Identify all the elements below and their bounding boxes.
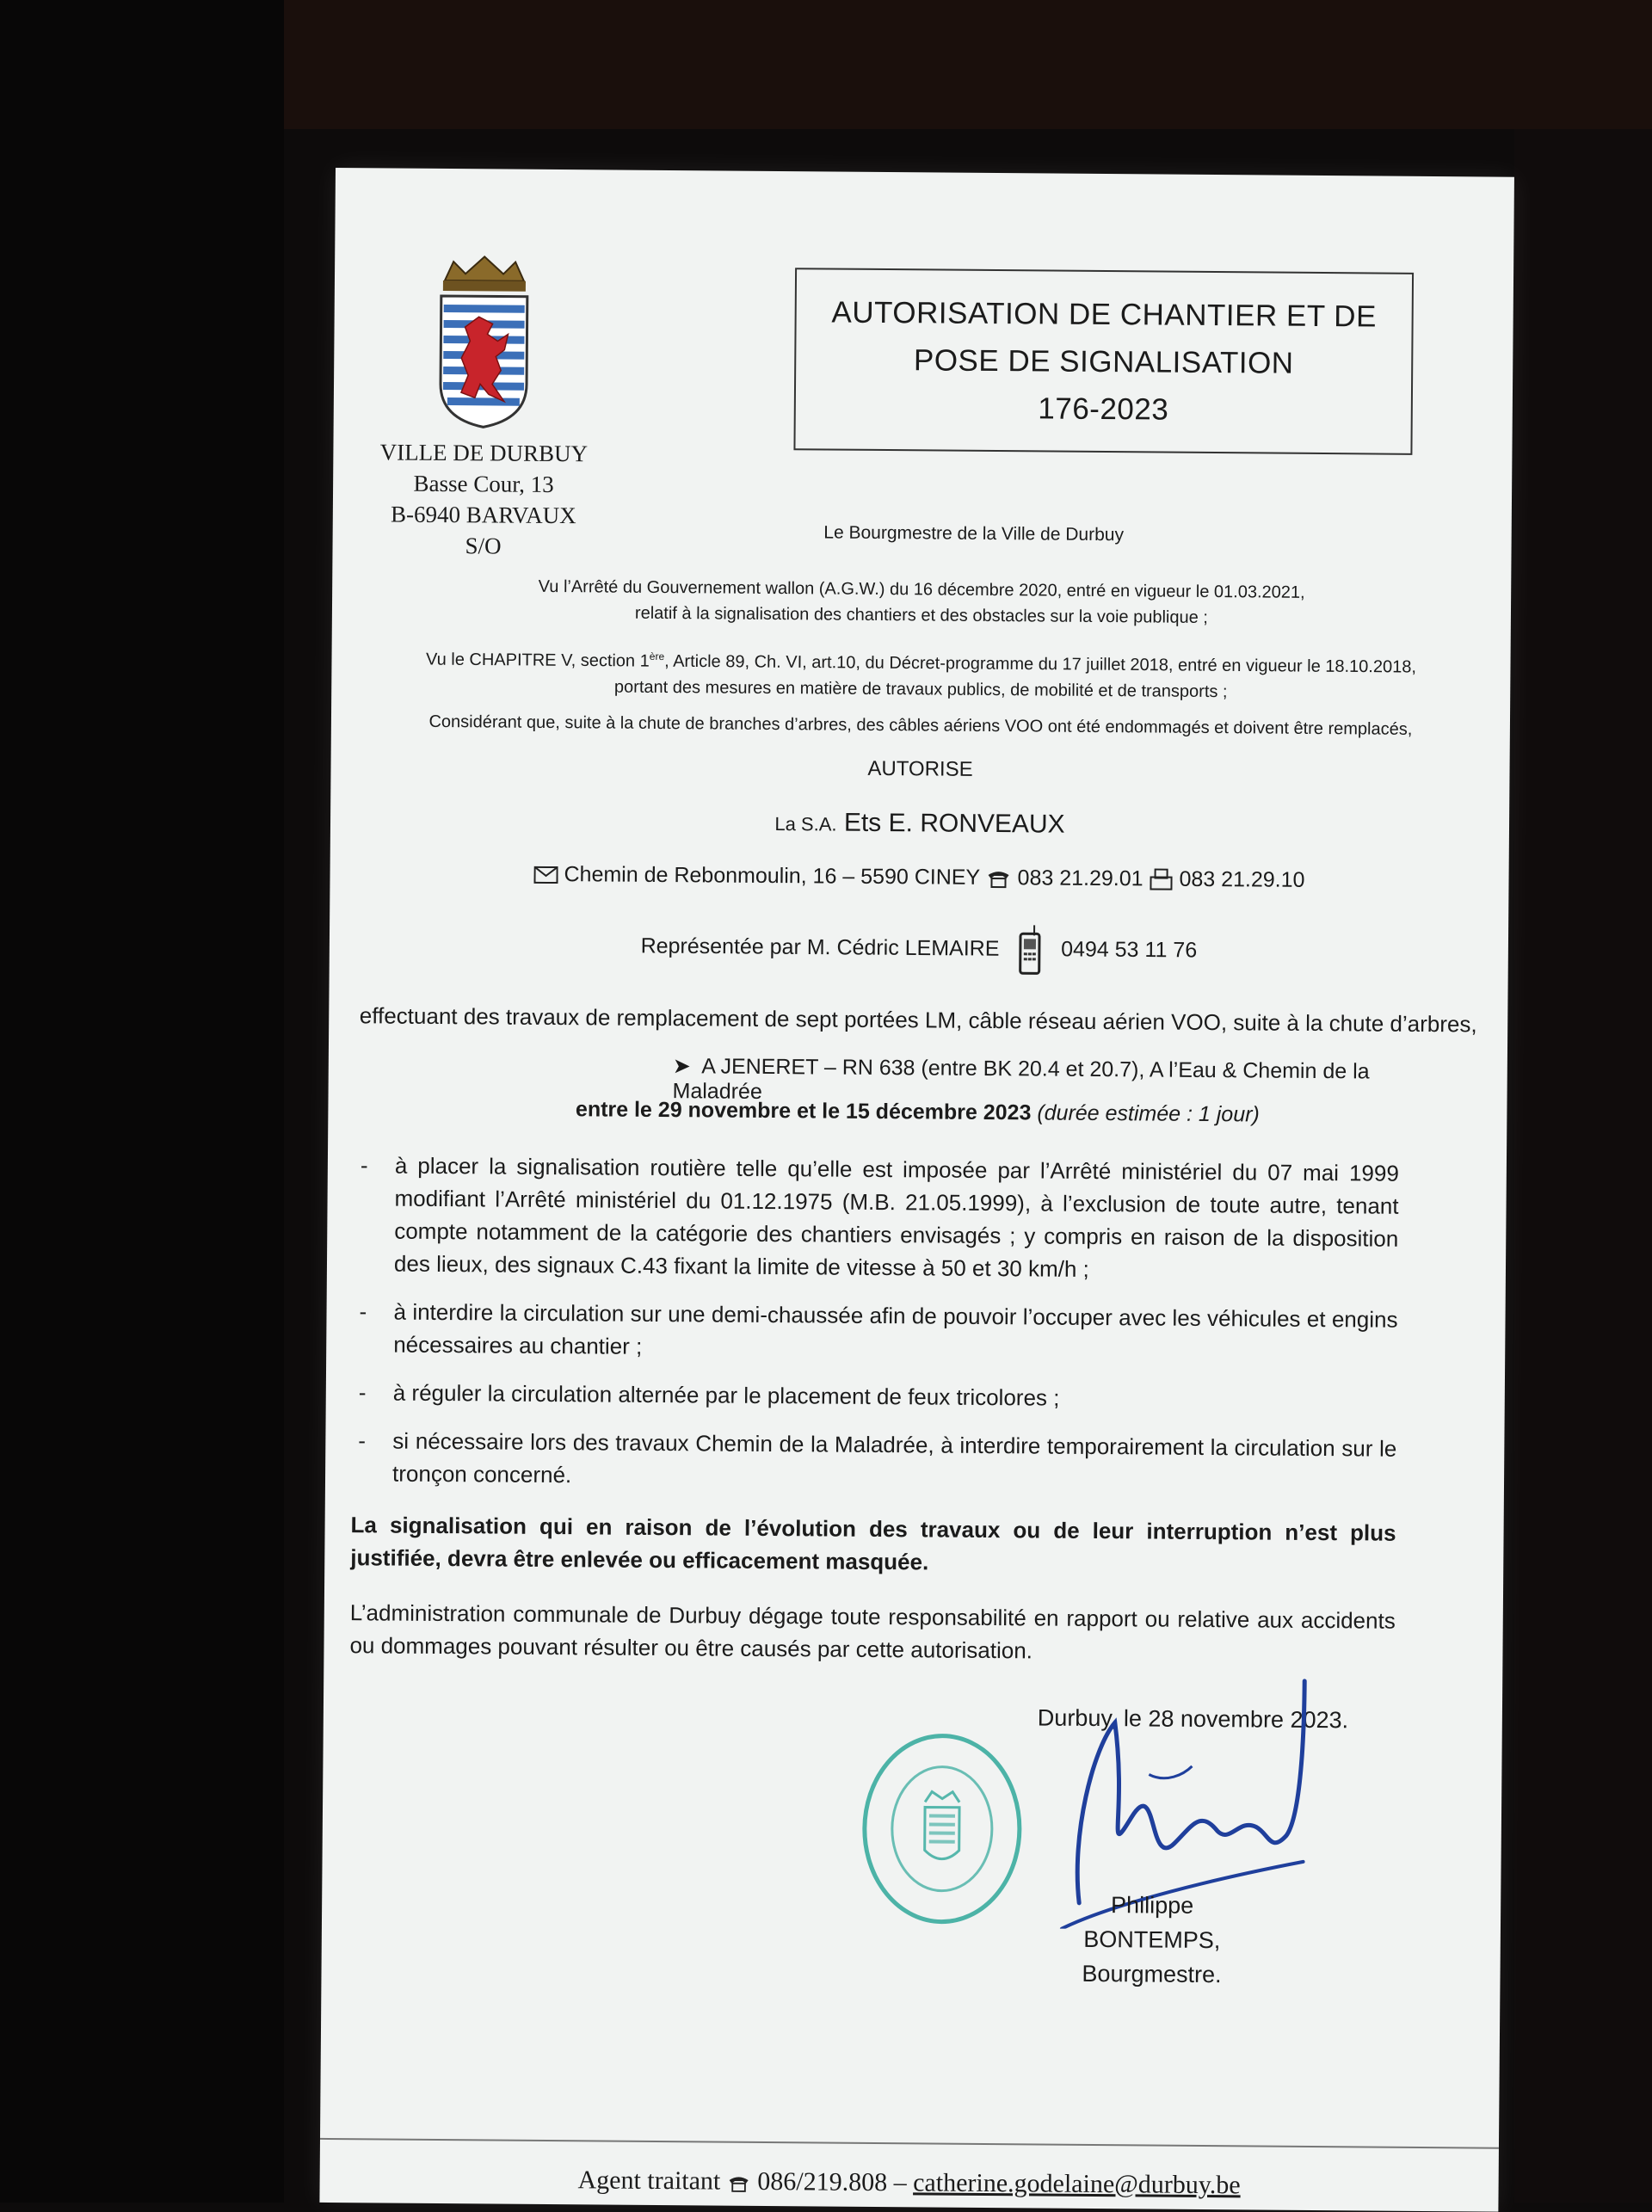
vu1-line-2: relatif à la signalisation des chantiers et des obstacles sur la voie publique ; bbox=[332, 598, 1511, 633]
signer-block bbox=[1048, 1888, 1255, 1993]
location-text: A JENERET – RN 638 (entre BK 20.4 et 20.7), A l’Eau & Chemin de la Maladrée bbox=[672, 1054, 1369, 1104]
signalisation-warning: La signalisation qui en raison de l’évolution des travaux ou de leur interruption n’est plus justifiée, devra être enlevée ou efficacement masquée. bbox=[350, 1508, 1396, 1582]
telephone-icon bbox=[727, 2174, 751, 2193]
title-line-2: POSE DE SIGNALISATION bbox=[914, 336, 1294, 386]
vu2-line-1-a: Vu le CHAPITRE V, section 1 bbox=[426, 650, 650, 670]
arrow-bullet-icon: ➤ bbox=[673, 1054, 691, 1078]
signer-role: Bourgmestre. bbox=[1048, 1956, 1254, 1993]
envelope-icon bbox=[534, 865, 558, 885]
company-fax: 083 21.29.10 bbox=[1179, 867, 1304, 892]
city-postal: B-6940 BARVAUX S/O bbox=[375, 498, 591, 562]
city-name: VILLE DE DURBUY bbox=[376, 436, 591, 469]
company-address-line bbox=[330, 860, 1508, 895]
vu-paragraph-2 bbox=[331, 641, 1510, 706]
municipal-stamp-icon bbox=[855, 1729, 1029, 1929]
list-item bbox=[352, 1295, 1398, 1369]
company-phone: 083 21.29.01 bbox=[1018, 866, 1143, 890]
considerant-paragraph: Considérant que, suite à la chute de branches d’arbres, des câbles aériens VOO ont été endommagés et doivent être remplacés, bbox=[331, 712, 1510, 741]
vu2-line-1-b: , Article 89, Ch. VI, art.10, du Décret-programme du 17 juillet 2018, entré en vigueur le 18.10.2018, bbox=[664, 652, 1416, 677]
document-sheet bbox=[319, 168, 1514, 2212]
background-left bbox=[0, 0, 284, 2203]
footer-label: Agent traitant bbox=[577, 2166, 720, 2195]
list-item bbox=[351, 1424, 1397, 1498]
list-item bbox=[352, 1376, 1397, 1417]
footer-phone: 086/219.808 – bbox=[757, 2167, 907, 2197]
coat-of-arms-icon bbox=[435, 255, 533, 432]
vu1-line-1: Vu l’Arrêté du Gouvernement wallon (A.G.W.) du 16 décembre 2020, entré en vigueur le 01.03.2021, bbox=[332, 572, 1511, 607]
letterhead bbox=[375, 436, 591, 562]
title-number: 176-2023 bbox=[1038, 385, 1168, 433]
bullet-dash: - bbox=[358, 1424, 366, 1457]
autorise-heading: AUTORISE bbox=[330, 753, 1509, 786]
bullet-dash: - bbox=[359, 1376, 367, 1408]
signer-name: Philippe BONTEMPS, bbox=[1049, 1888, 1256, 1958]
telephone-icon bbox=[986, 868, 1012, 889]
title-line-1: AUTORISATION DE CHANTIER ET DE bbox=[831, 288, 1377, 340]
footer-contact bbox=[320, 2164, 1499, 2203]
fax-icon bbox=[1149, 869, 1173, 891]
mobile-phone-icon bbox=[1017, 923, 1043, 977]
background-top bbox=[284, 0, 1652, 129]
dates-range: entre le 29 novembre et le 15 décembre 2023 bbox=[576, 1097, 1032, 1124]
place-and-date: Durbuy, le 28 novembre 2023. bbox=[1038, 1704, 1348, 1734]
bullet-dash: - bbox=[359, 1295, 367, 1328]
background-right bbox=[1514, 129, 1652, 2203]
list-item-text: à réguler la circulation alternée par le placement de feux tricolores ; bbox=[393, 1380, 1060, 1411]
conditions-list bbox=[351, 1149, 1399, 1513]
vu2-line-2: portant des mesures en matière de travaux publics, de mobilité et de transports ; bbox=[331, 672, 1510, 707]
vu2-superscript: ère bbox=[650, 650, 664, 662]
works-description: effectuant des travaux de remplacement de sept portées LM, câble réseau aérien VOO, suite à la chute d’arbres, bbox=[329, 1002, 1507, 1038]
footer-divider bbox=[320, 2138, 1499, 2149]
vu-paragraph-1 bbox=[332, 572, 1511, 633]
list-item bbox=[353, 1149, 1399, 1288]
company-address: Chemin de Rebonmoulin, 16 – 5590 CINEY bbox=[564, 862, 979, 890]
representative-line bbox=[330, 918, 1508, 981]
company-name: Ets E. RONVEAUX bbox=[844, 809, 1065, 839]
footer-email-link[interactable]: catherine.godelaine@durbuy.be bbox=[913, 2168, 1241, 2199]
administration-disclaimer: L’administration communale de Durbuy dégage toute responsabilité en rapport ou relative aux accidents ou dommages pouvant résulter ou être causés par cette autorisation. bbox=[349, 1596, 1396, 1670]
company-line bbox=[330, 804, 1509, 843]
representative-name: Représentée par M. Cédric LEMAIRE bbox=[641, 933, 1000, 960]
representative-mobile: 0494 53 11 76 bbox=[1061, 937, 1197, 962]
bourgmestre-heading: Le Bourgmestre de la Ville de Durbuy bbox=[385, 519, 1563, 549]
list-item-text: si nécessaire lors des travaux Chemin de la Maladrée, à interdire temporairement la circulation sur le tronçon concerné. bbox=[392, 1428, 1396, 1488]
list-item-text: à interdire la circulation sur une demi-chaussée afin de pouvoir l’occuper avec les véhicules et engins nécessaires au chantier ; bbox=[393, 1299, 1397, 1359]
bullet-dash: - bbox=[361, 1149, 368, 1181]
company-prefix: La S.A. bbox=[774, 813, 836, 835]
title-box bbox=[793, 268, 1414, 455]
city-street: Basse Cour, 13 bbox=[376, 467, 591, 500]
dates-duration: (durée estimée : 1 jour) bbox=[1037, 1100, 1260, 1126]
list-item-text: à placer la signalisation routière telle qu’elle est imposée par l’Arrêté ministériel du 07 mai 1999 modifiant l’Arrêté ministériel du 01.12.1975 (M.B. 21.05.1999), à l’exclusion de toute autre, tenant compte notamment de la catégorie des chantiers envisagés ; y compris en raison de la disposition des lieux, des signaux C.43 fixant la limite de vitesse à 50 et 30 km/h ; bbox=[394, 1153, 1399, 1282]
